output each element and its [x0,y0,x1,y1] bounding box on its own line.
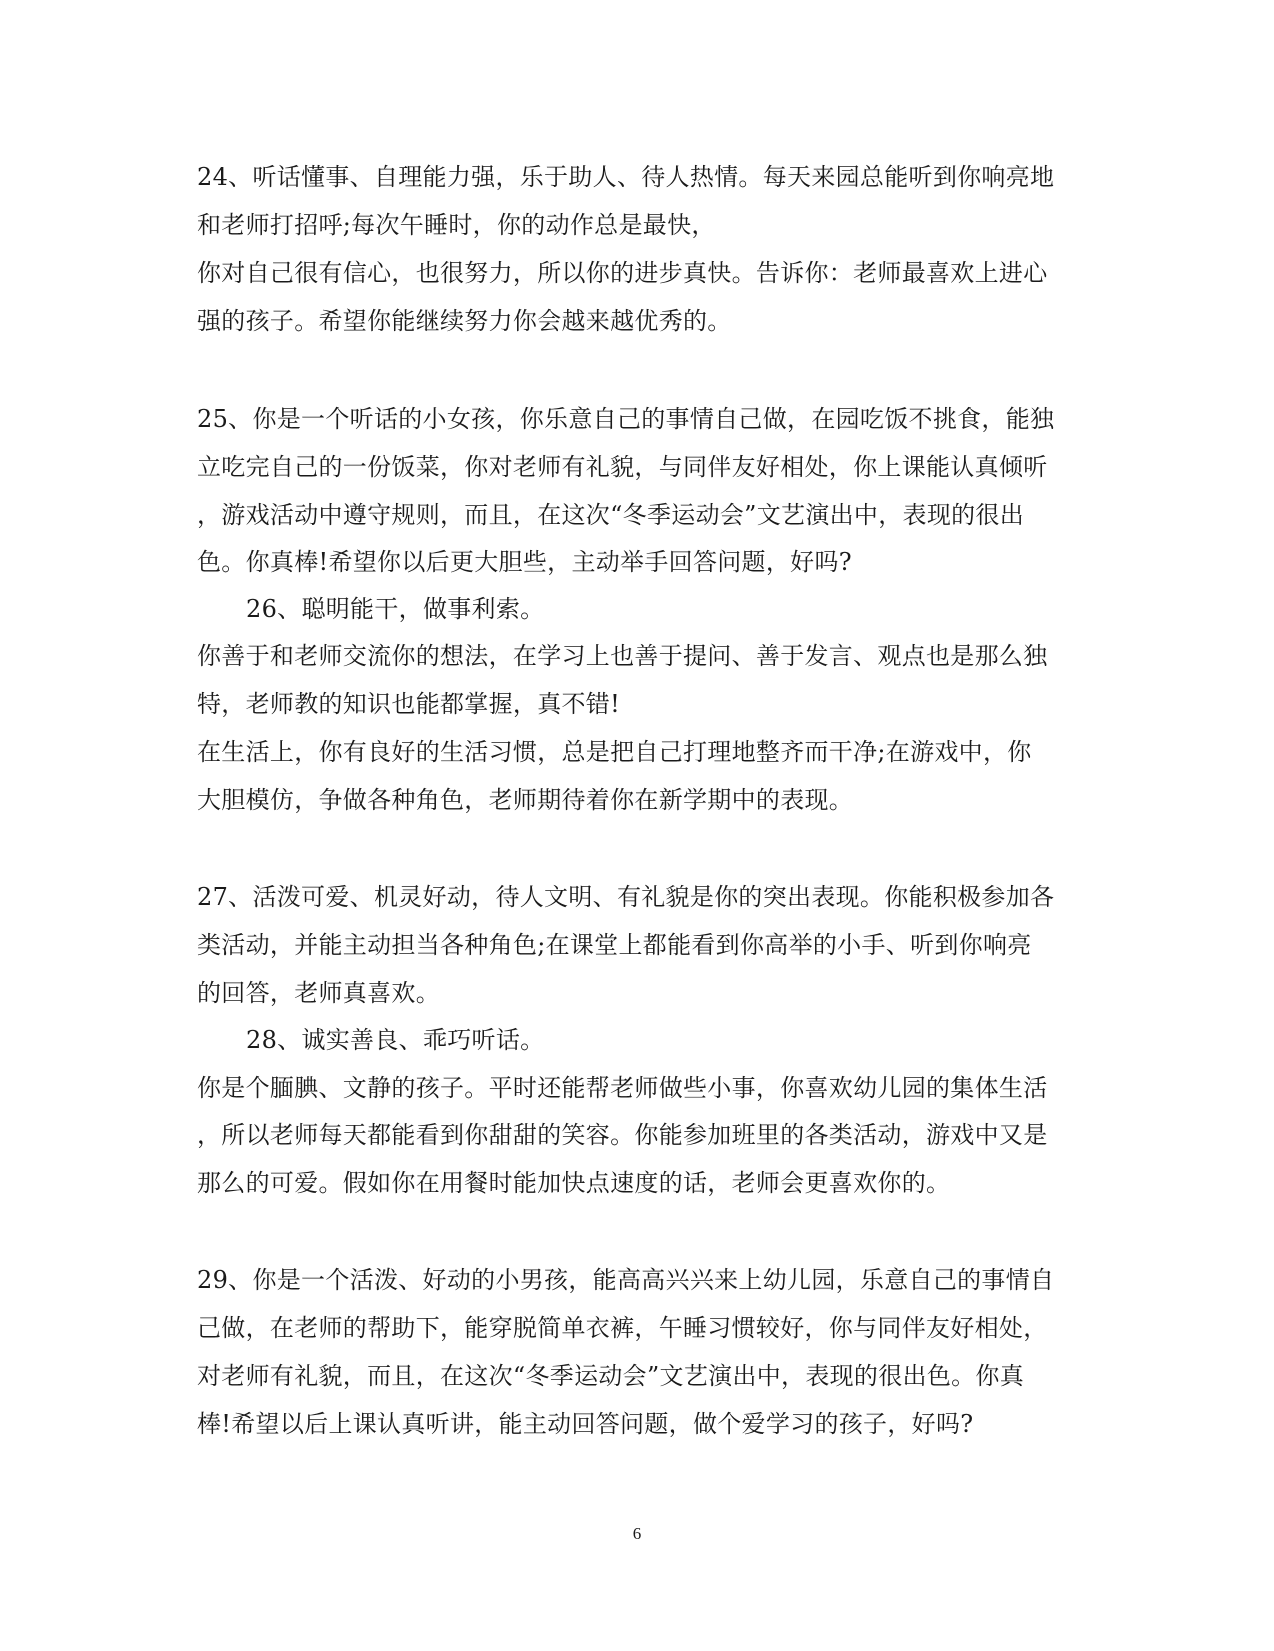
text-line: 25、你是一个听话的小女孩，你乐意自己的事情自己做，在园吃饭不挑食，能独 [197,405,1055,433]
text-line: 己做，在老师的帮助下，能穿脱简单衣裤，午睡习惯较好，你与同伴友好相处， [197,1314,1048,1342]
text-line: 在生活上，你有良好的生活习惯，总是把自己打理地整齐而干净;在游戏中，你 [197,738,1032,766]
text-line: 26、聪明能干，做事利索。 [246,595,545,623]
text-line: 大胆模仿，争做各种角色，老师期待着你在新学期中的表现。 [197,786,854,814]
text-line: 棒!希望以后上课认真听讲，能主动回答问题，做个爱学习的孩子，好吗? [197,1410,974,1438]
text-line: 你是个腼腆、文静的孩子。平时还能帮老师做些小事，你喜欢幼儿园的集体生活 [197,1074,1048,1102]
page-number: 6 [632,1524,642,1543]
text-line: 你对自己很有信心，也很努力，所以你的进步真快。告诉你：老师最喜欢上进心 [197,259,1048,287]
text-line: ，游戏活动中遵守规则，而且，在这次“冬季运动会”文艺演出中，表现的很出 [197,501,1025,529]
text-line: 你善于和老师交流你的想法，在学习上也善于提问、善于发言、观点也是那么独 [197,642,1048,670]
text-line: 和老师打招呼;每次午睡时，你的动作总是最快， [197,211,716,239]
text-line: 对老师有礼貌，而且，在这次“冬季运动会”文艺演出中，表现的很出色。你真 [197,1362,1025,1390]
text-line: ，所以老师每天都能看到你甜甜的笑容。你能参加班里的各类活动，游戏中又是 [197,1121,1048,1149]
text-line: 特，老师教的知识也能都掌握，真不错! [197,690,621,718]
text-line: 类活动，并能主动担当各种角色;在课堂上都能看到你高举的小手、听到你响亮 [197,931,1032,959]
text-line: 的回答，老师真喜欢。 [197,979,440,1007]
text-line: 28、诚实善良、乖巧听话。 [246,1026,545,1054]
text-line: 立吃完自己的一份饭菜，你对老师有礼貌，与同伴友好相处，你上课能认真倾听 [197,453,1048,481]
text-line: 色。你真棒!希望你以后更大胆些，主动举手回答问题，好吗? [197,548,852,576]
text-line: 强的孩子。希望你能继续努力你会越来越优秀的。 [197,307,732,335]
text-line: 那么的可爱。假如你在用餐时能加快点速度的话，老师会更喜欢你的。 [197,1169,951,1197]
text-line: 27、活泼可爱、机灵好动，待人文明、有礼貌是你的突出表现。你能积极参加各 [197,883,1055,911]
text-line: 24、听话懂事、自理能力强，乐于助人、待人热情。每天来园总能听到你响亮地 [197,163,1055,191]
text-line: 29、你是一个活泼、好动的小男孩，能高高兴兴来上幼儿园，乐意自己的事情自 [197,1266,1055,1294]
